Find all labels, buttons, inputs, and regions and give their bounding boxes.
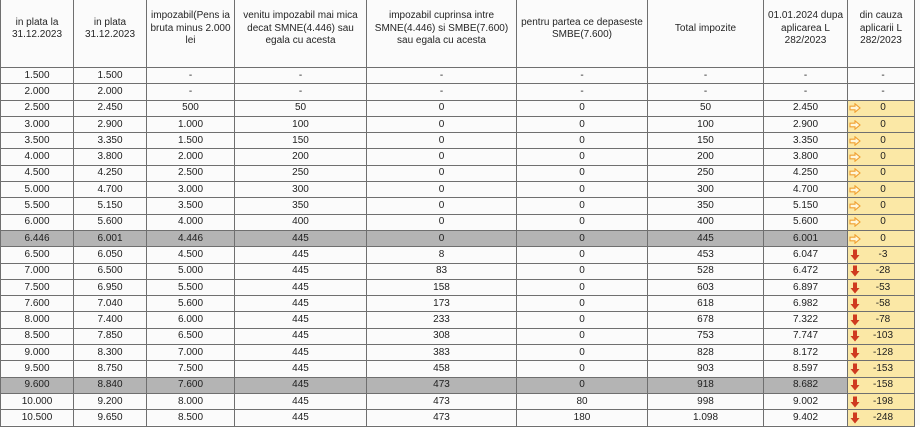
difference-cell xyxy=(848,328,915,344)
table-cell: 6.000 xyxy=(147,312,235,328)
table-row xyxy=(1,393,915,409)
table-cell: 350 xyxy=(648,198,764,214)
difference-cell xyxy=(848,230,915,246)
table-cell: 2.900 xyxy=(74,116,147,132)
table-cell: 100 xyxy=(235,116,367,132)
table-cell: 8.000 xyxy=(1,312,74,328)
table-row xyxy=(1,345,915,361)
table-cell: 0 xyxy=(517,279,648,295)
difference-value: 0 xyxy=(880,183,886,195)
table-cell: 6.500 xyxy=(1,247,74,263)
table-cell: 1.098 xyxy=(648,410,764,426)
difference-cell xyxy=(848,133,915,149)
table-cell: 0 xyxy=(517,214,648,230)
table-cell: - xyxy=(235,68,367,84)
table-cell: - xyxy=(235,84,367,100)
down-arrow-icon xyxy=(848,249,862,261)
table-cell: 2.450 xyxy=(764,100,848,116)
table-cell: 445 xyxy=(648,230,764,246)
table-cell: 0 xyxy=(367,100,517,116)
table-cell: 250 xyxy=(235,165,367,181)
difference-cell xyxy=(848,345,915,361)
difference-value: -248 xyxy=(872,411,893,423)
difference-cell xyxy=(848,100,915,116)
table-cell: - xyxy=(764,84,848,100)
table-row xyxy=(1,116,915,132)
table-cell: 0 xyxy=(517,296,648,312)
table-cell: 4.700 xyxy=(764,182,848,198)
difference-value: -53 xyxy=(875,281,891,293)
right-arrow-icon xyxy=(848,136,862,146)
table-cell: 7.400 xyxy=(74,312,147,328)
table-cell: 445 xyxy=(235,296,367,312)
table-cell: 1.000 xyxy=(147,116,235,132)
down-arrow-icon xyxy=(848,363,862,375)
table-cell: 1.500 xyxy=(147,133,235,149)
header-cell: in plata 31.12.2023 xyxy=(74,0,147,68)
header-cell: venitu impozabil mai mica decat SMNE(4.446) sau egala cu acesta xyxy=(235,0,367,68)
header-cell: in plata la 31.12.2023 xyxy=(1,0,74,68)
table-cell: 903 xyxy=(648,361,764,377)
difference-value: 0 xyxy=(880,216,886,228)
table-cell: 5.500 xyxy=(147,279,235,295)
table-cell: 10.500 xyxy=(1,410,74,426)
table-cell: 445 xyxy=(235,345,367,361)
down-arrow-icon xyxy=(848,265,862,277)
table-row xyxy=(1,214,915,230)
table-cell: 473 xyxy=(367,377,517,393)
header-cell: Total impozite xyxy=(648,0,764,68)
table-row xyxy=(1,182,915,198)
table-cell: 83 xyxy=(367,263,517,279)
table-cell: 0 xyxy=(517,328,648,344)
down-arrow-icon xyxy=(848,347,862,359)
difference-value: - xyxy=(881,69,885,81)
table-cell: - xyxy=(648,68,764,84)
table-cell: 6.047 xyxy=(764,247,848,263)
table-cell: 828 xyxy=(648,345,764,361)
table-cell: 603 xyxy=(648,279,764,295)
table-cell: 4.700 xyxy=(74,182,147,198)
table-cell: 7.500 xyxy=(147,361,235,377)
table-cell: 8.300 xyxy=(74,345,147,361)
table-cell: 100 xyxy=(648,116,764,132)
down-arrow-icon xyxy=(848,298,862,310)
table-cell: - xyxy=(147,84,235,100)
table-cell: 6.050 xyxy=(74,247,147,263)
difference-cell xyxy=(848,247,915,263)
difference-value: -158 xyxy=(872,379,893,391)
table-row xyxy=(1,68,915,84)
header-cell: impozabil(Pens ia bruta minus 2.000 lei xyxy=(147,0,235,68)
down-arrow-icon xyxy=(848,314,862,326)
table-cell: - xyxy=(147,68,235,84)
table-cell: 0 xyxy=(517,198,648,214)
table-cell: 400 xyxy=(235,214,367,230)
table-cell: 9.402 xyxy=(764,410,848,426)
table-cell: 0 xyxy=(517,100,648,116)
table-row xyxy=(1,279,915,295)
table-cell: 8 xyxy=(367,247,517,263)
table-cell: - xyxy=(764,68,848,84)
table-cell: 200 xyxy=(648,149,764,165)
difference-cell xyxy=(848,149,915,165)
table-cell: 0 xyxy=(517,361,648,377)
table-cell: 0 xyxy=(517,149,648,165)
table-cell: 0 xyxy=(517,165,648,181)
table-cell: 7.600 xyxy=(147,377,235,393)
table-cell: 618 xyxy=(648,296,764,312)
difference-value: -3 xyxy=(878,248,888,260)
table-cell: 4.500 xyxy=(147,247,235,263)
table-cell: 4.500 xyxy=(1,165,74,181)
table-cell: 350 xyxy=(235,198,367,214)
right-arrow-icon xyxy=(848,168,862,178)
difference-value: -128 xyxy=(872,346,893,358)
difference-cell xyxy=(848,68,915,84)
table-cell: 2.000 xyxy=(74,84,147,100)
table-cell: 9.650 xyxy=(74,410,147,426)
difference-value: 0 xyxy=(880,118,886,130)
right-arrow-icon xyxy=(848,103,862,113)
table-cell: 6.472 xyxy=(764,263,848,279)
table-row xyxy=(1,165,915,181)
table-cell: 918 xyxy=(648,377,764,393)
table-cell: - xyxy=(517,68,648,84)
table-cell: 6.897 xyxy=(764,279,848,295)
table-row xyxy=(1,198,915,214)
table-cell: 9.500 xyxy=(1,361,74,377)
table-cell: 445 xyxy=(235,393,367,409)
table-row xyxy=(1,247,915,263)
table-cell: 445 xyxy=(235,410,367,426)
table-cell: 173 xyxy=(367,296,517,312)
header-cell: 01.01.2024 dupa aplicarea L 282/2023 xyxy=(764,0,848,68)
table-cell: 6.500 xyxy=(74,263,147,279)
table-cell: 2.500 xyxy=(1,100,74,116)
table-row xyxy=(1,100,915,116)
table-cell: 150 xyxy=(648,133,764,149)
difference-value: -28 xyxy=(875,265,891,277)
table-cell: 3.500 xyxy=(1,133,74,149)
table-row xyxy=(1,133,915,149)
table-cell: 3.800 xyxy=(764,149,848,165)
table-cell: 0 xyxy=(367,149,517,165)
table-cell: 8.597 xyxy=(764,361,848,377)
table-cell: 8.500 xyxy=(1,328,74,344)
table-cell: 3.000 xyxy=(147,182,235,198)
table-cell: 233 xyxy=(367,312,517,328)
table-cell: 0 xyxy=(517,247,648,263)
table-cell: 8.172 xyxy=(764,345,848,361)
header-row xyxy=(1,0,915,68)
table-row xyxy=(1,149,915,165)
table-cell: 150 xyxy=(235,133,367,149)
table-row xyxy=(1,312,915,328)
table-cell: 8.750 xyxy=(74,361,147,377)
difference-value: 0 xyxy=(880,167,886,179)
table-cell: 10.000 xyxy=(1,393,74,409)
table-row xyxy=(1,361,915,377)
difference-cell xyxy=(848,198,915,214)
table-cell: 5.600 xyxy=(74,214,147,230)
header-cell: impozabil cuprinsa intre SMNE(4.446) si SMBE(7.600) sau egala cu acesta xyxy=(367,0,517,68)
table-cell: 528 xyxy=(648,263,764,279)
difference-value: -58 xyxy=(875,297,891,309)
table-cell: 0 xyxy=(367,230,517,246)
table-cell: 0 xyxy=(367,214,517,230)
table-cell: 5.000 xyxy=(1,182,74,198)
table-cell: 5.000 xyxy=(147,263,235,279)
table-row xyxy=(1,377,915,393)
right-arrow-icon xyxy=(848,234,862,244)
table-cell: 0 xyxy=(517,345,648,361)
table-cell: 445 xyxy=(235,377,367,393)
table-cell: 2.900 xyxy=(764,116,848,132)
table-body xyxy=(1,68,915,427)
table-cell: 445 xyxy=(235,230,367,246)
table-cell: 6.982 xyxy=(764,296,848,312)
table-cell: 445 xyxy=(235,263,367,279)
table-cell: 9.002 xyxy=(764,393,848,409)
table-cell: 0 xyxy=(517,377,648,393)
table-cell: 473 xyxy=(367,393,517,409)
difference-value: -78 xyxy=(875,314,891,326)
table-row xyxy=(1,84,915,100)
right-arrow-icon xyxy=(848,217,862,227)
table-cell: 7.000 xyxy=(1,263,74,279)
difference-value: 0 xyxy=(880,134,886,146)
difference-cell xyxy=(848,263,915,279)
table-cell: 2.500 xyxy=(147,165,235,181)
difference-value: 0 xyxy=(880,151,886,163)
table-cell: 50 xyxy=(648,100,764,116)
table-cell: 0 xyxy=(367,133,517,149)
table-cell: 3.350 xyxy=(764,133,848,149)
table-cell: 80 xyxy=(517,393,648,409)
difference-value: 0 xyxy=(880,200,886,212)
down-arrow-icon xyxy=(848,282,862,294)
table-cell: 5.150 xyxy=(764,198,848,214)
table-cell: 8.000 xyxy=(147,393,235,409)
difference-cell xyxy=(848,312,915,328)
right-arrow-icon xyxy=(848,185,862,195)
table-cell: 458 xyxy=(367,361,517,377)
header-cell: din cauza aplicarii L 282/2023 xyxy=(848,0,915,68)
difference-cell xyxy=(848,296,915,312)
difference-value: 0 xyxy=(880,102,886,114)
difference-cell xyxy=(848,182,915,198)
table-cell: 6.446 xyxy=(1,230,74,246)
difference-cell xyxy=(848,361,915,377)
table-cell: 7.000 xyxy=(147,345,235,361)
table-cell: 180 xyxy=(517,410,648,426)
table-cell: 4.446 xyxy=(147,230,235,246)
table-cell: 2.000 xyxy=(147,149,235,165)
table-cell: 383 xyxy=(367,345,517,361)
table-cell: 6.000 xyxy=(1,214,74,230)
table-cell: 4.250 xyxy=(74,165,147,181)
difference-cell xyxy=(848,214,915,230)
table-cell: 453 xyxy=(648,247,764,263)
table-row xyxy=(1,263,915,279)
table-cell: 0 xyxy=(517,263,648,279)
table-cell: 6.001 xyxy=(74,230,147,246)
table-cell: 7.850 xyxy=(74,328,147,344)
table-cell: 445 xyxy=(235,328,367,344)
table-cell: 1.500 xyxy=(1,68,74,84)
table-cell: 0 xyxy=(367,116,517,132)
table-row xyxy=(1,296,915,312)
difference-value: -153 xyxy=(872,362,893,374)
table-cell: 5.500 xyxy=(1,198,74,214)
table-cell: 5.150 xyxy=(74,198,147,214)
table-cell: 0 xyxy=(367,182,517,198)
table-cell: 308 xyxy=(367,328,517,344)
table-cell: - xyxy=(367,84,517,100)
table-cell: 7.600 xyxy=(1,296,74,312)
table-cell: 0 xyxy=(367,165,517,181)
table-cell: 445 xyxy=(235,247,367,263)
table-cell: 445 xyxy=(235,361,367,377)
table-row xyxy=(1,410,915,426)
table-cell: 5.600 xyxy=(764,214,848,230)
table-cell: 0 xyxy=(517,182,648,198)
table-cell: 50 xyxy=(235,100,367,116)
header-cell: pentru partea ce depaseste SMBE(7.600) xyxy=(517,0,648,68)
table-cell: 8.682 xyxy=(764,377,848,393)
table-cell: 500 xyxy=(147,100,235,116)
right-arrow-icon xyxy=(848,201,862,211)
table-cell: 2.000 xyxy=(1,84,74,100)
table-row xyxy=(1,230,915,246)
table-cell: 0 xyxy=(517,133,648,149)
difference-value: -103 xyxy=(872,330,893,342)
table-cell: 9.200 xyxy=(74,393,147,409)
table-row xyxy=(1,328,915,344)
table-cell: 5.600 xyxy=(147,296,235,312)
difference-cell xyxy=(848,393,915,409)
table-cell: 6.500 xyxy=(147,328,235,344)
table-cell: 445 xyxy=(235,312,367,328)
table-cell: 0 xyxy=(367,198,517,214)
table-cell: 7.500 xyxy=(1,279,74,295)
right-arrow-icon xyxy=(848,152,862,162)
table-cell: 300 xyxy=(648,182,764,198)
table-cell: 9.000 xyxy=(1,345,74,361)
table-cell: 7.747 xyxy=(764,328,848,344)
table-cell: - xyxy=(648,84,764,100)
difference-cell xyxy=(848,165,915,181)
table-cell: 400 xyxy=(648,214,764,230)
table-cell: 158 xyxy=(367,279,517,295)
difference-cell xyxy=(848,377,915,393)
table-cell: 4.000 xyxy=(147,214,235,230)
down-arrow-icon xyxy=(848,379,862,391)
table-cell: 3.800 xyxy=(74,149,147,165)
difference-cell xyxy=(848,279,915,295)
table-cell: 8.500 xyxy=(147,410,235,426)
table-cell: 0 xyxy=(517,312,648,328)
table-cell: - xyxy=(367,68,517,84)
difference-value: - xyxy=(881,85,885,97)
table-cell: 7.322 xyxy=(764,312,848,328)
table-cell: - xyxy=(517,84,648,100)
table-cell: 7.040 xyxy=(74,296,147,312)
down-arrow-icon xyxy=(848,412,862,424)
difference-value: 0 xyxy=(880,232,886,244)
table-cell: 0 xyxy=(517,230,648,246)
down-arrow-icon xyxy=(848,396,862,408)
table-cell: 998 xyxy=(648,393,764,409)
table-cell: 1.500 xyxy=(74,68,147,84)
difference-cell xyxy=(848,84,915,100)
difference-cell xyxy=(848,116,915,132)
table-cell: 0 xyxy=(517,116,648,132)
table-cell: 753 xyxy=(648,328,764,344)
table-cell: 8.840 xyxy=(74,377,147,393)
table-cell: 473 xyxy=(367,410,517,426)
down-arrow-icon xyxy=(848,330,862,342)
table-cell: 250 xyxy=(648,165,764,181)
table-cell: 9.600 xyxy=(1,377,74,393)
table-cell: 6.950 xyxy=(74,279,147,295)
table-cell: 4.250 xyxy=(764,165,848,181)
table-cell: 3.500 xyxy=(147,198,235,214)
table-cell: 4.000 xyxy=(1,149,74,165)
table-cell: 2.450 xyxy=(74,100,147,116)
table-cell: 300 xyxy=(235,182,367,198)
table-cell: 200 xyxy=(235,149,367,165)
difference-cell xyxy=(848,410,915,426)
table-cell: 3.000 xyxy=(1,116,74,132)
table-cell: 445 xyxy=(235,279,367,295)
right-arrow-icon xyxy=(848,120,862,130)
difference-value: -198 xyxy=(872,395,893,407)
table-cell: 6.001 xyxy=(764,230,848,246)
table-cell: 3.350 xyxy=(74,133,147,149)
table-cell: 678 xyxy=(648,312,764,328)
